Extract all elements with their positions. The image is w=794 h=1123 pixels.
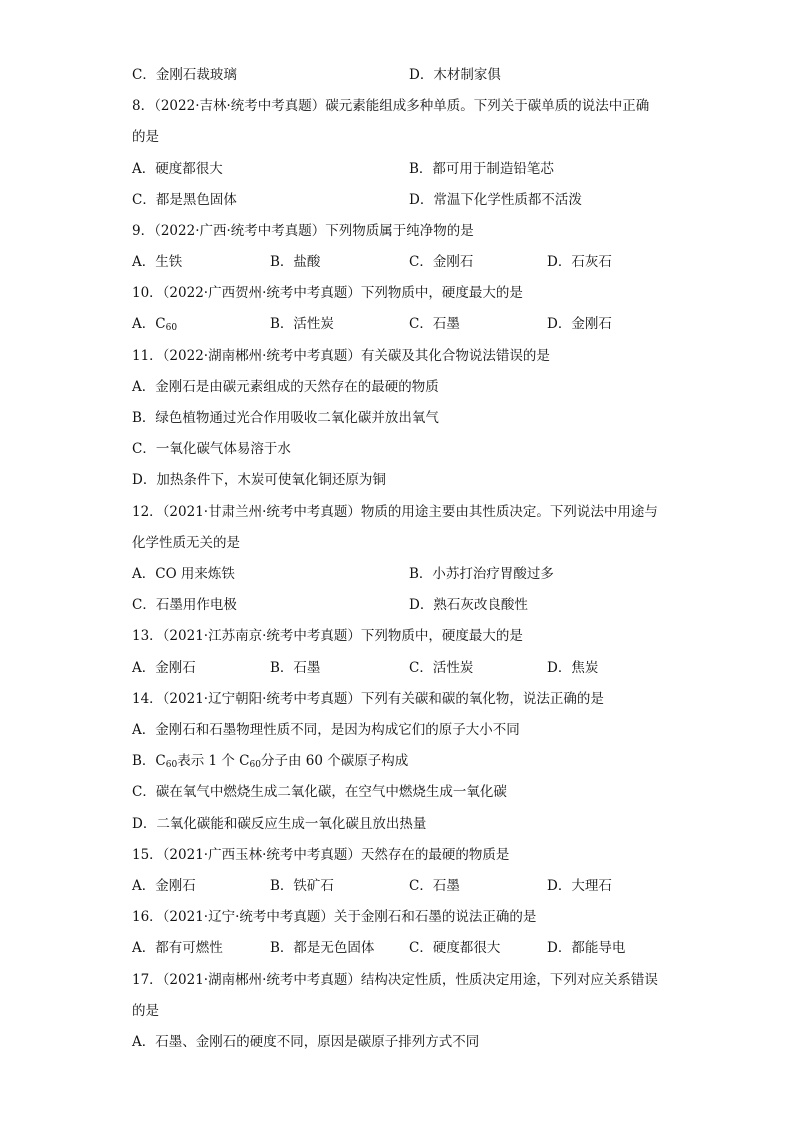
q8-option-c: C．都是黑色固体 xyxy=(132,192,237,208)
q10-option-a-text: A．C xyxy=(132,316,166,332)
q17-stem-line1: 17．（2021·湖南郴州·统考中考真题）结构决定性质，性质决定用途，下列对应关系错误 xyxy=(132,972,658,988)
q8-option-d: D．常温下化学性质都不活泼 xyxy=(409,192,582,208)
q16-stem: 16．（2021·辽宁·统考中考真题）关于金刚石和石墨的说法正确的是 xyxy=(132,909,537,925)
q11-option-a: A．金刚石是由碳元素组成的天然存在的最硬的物质 xyxy=(132,379,439,395)
q10-option-d: D．金刚石 xyxy=(547,316,612,332)
q16-option-b: B．都是无色固体 xyxy=(270,940,375,956)
q11-option-c: C．一氧化碳气体易溶于水 xyxy=(132,441,291,457)
q13-option-a: A．金刚石 xyxy=(132,660,196,676)
q12-option-b: B．小苏打治疗胃酸过多 xyxy=(409,566,554,582)
q15-stem: 15．（2021·广西玉林·统考中考真题）天然存在的最硬的物质是 xyxy=(132,847,510,863)
q11-option-b: B．绿色植物通过光合作用吸收二氧化碳并放出氧气 xyxy=(132,410,439,426)
q12-stem-line2: 化学性质无关的是 xyxy=(132,535,240,551)
q14-option-b-sub1: 60 xyxy=(165,760,178,770)
q16-option-c: C．硬度都很大 xyxy=(409,940,501,956)
q13-option-b: B．石墨 xyxy=(270,660,321,676)
q7-option-c: C．金刚石裁玻璃 xyxy=(132,67,237,83)
q15-options-row xyxy=(132,877,732,895)
q12-option-d: D．熟石灰改良酸性 xyxy=(409,597,528,613)
q17-stem-line2: 的是 xyxy=(132,1003,159,1019)
q8-options-row1 xyxy=(132,160,732,178)
q11-stem: 11．（2022·湖南郴州·统考中考真题）有关碳及其化合物说法错误的是 xyxy=(132,348,550,364)
q11-option-d: D．加热条件下，木炭可使氧化铜还原为铜 xyxy=(132,472,386,488)
q12-options-row1 xyxy=(132,565,732,583)
q9-option-c: C．金刚石 xyxy=(409,254,474,270)
q15-option-c: C．石墨 xyxy=(409,878,460,894)
q14-option-b xyxy=(132,752,408,770)
q9-option-a: A．生铁 xyxy=(132,254,183,270)
q14-option-a: A．金刚石和石墨物理性质不同，是因为构成它们的原子大小不同 xyxy=(132,722,520,738)
q9-options-row xyxy=(132,253,732,271)
q9-option-b: B．盐酸 xyxy=(270,254,321,270)
q15-option-a: A．金刚石 xyxy=(132,878,196,894)
q14-option-b-sub2: 60 xyxy=(249,760,261,770)
q14-option-c: C．碳在氧气中燃烧生成二氧化碳，在空气中燃烧生成一氧化碳 xyxy=(132,784,507,800)
q12-stem-line1: 12．（2021·甘肃兰州·统考中考真题）物质的用途主要由其性质决定。下列说法中用途与 xyxy=(132,504,658,520)
q12-option-a: A．CO 用来炼铁 xyxy=(132,566,235,582)
q15-option-b: B．铁矿石 xyxy=(270,878,334,894)
q13-option-d: D．焦炭 xyxy=(547,660,599,676)
q10-option-c: C．石墨 xyxy=(409,316,460,332)
q13-stem: 13．（2021·江苏南京·统考中考真题）下列物质中，硬度最大的是 xyxy=(132,628,523,644)
q10-option-b: B．活性炭 xyxy=(270,316,334,332)
q8-option-b: B．都可用于制造铅笔芯 xyxy=(409,161,554,177)
q7-options-row xyxy=(132,66,732,84)
q16-option-a: A．都有可燃性 xyxy=(132,940,223,956)
q17-option-a: A．石墨、金刚石的硬度不同，原因是碳原子排列方式不同 xyxy=(132,1034,480,1050)
q10-stem: 10．（2022·广西贺州·统考中考真题）下列物质中，硬度最大的是 xyxy=(132,285,523,301)
q9-stem: 9．（2022·广西·统考中考真题）下列物质属于纯净物的是 xyxy=(132,223,474,239)
q15-option-d: D．大理石 xyxy=(547,878,612,894)
q14-option-d: D．二氧化碳能和碳反应生成一氧化碳且放出热量 xyxy=(132,816,427,832)
q16-option-d: D．都能导电 xyxy=(547,940,626,956)
q12-option-c: C．石墨用作电极 xyxy=(132,597,237,613)
q14-option-b-part2: 表示 1 个 C xyxy=(177,753,250,769)
q10-option-a xyxy=(132,315,177,333)
q7-option-d: D．木材制家俱 xyxy=(409,67,501,83)
q12-options-row2 xyxy=(132,596,732,614)
q14-option-b-part3: 分子由 60 个碳原子构成 xyxy=(260,753,409,769)
q16-options-row xyxy=(132,939,732,957)
q13-options-row xyxy=(132,659,732,677)
q14-stem: 14．（2021·辽宁朝阳·统考中考真题）下列有关碳和碳的氧化物，说法正确的是 xyxy=(132,691,604,707)
q8-stem-line2: 的是 xyxy=(132,129,159,145)
q9-option-d: D．石灰石 xyxy=(547,254,612,270)
q10-options-row xyxy=(132,315,732,333)
q8-option-a: A．硬度都很大 xyxy=(132,161,223,177)
q8-stem-line1: 8．（2022·吉林·统考中考真题）碳元素能组成多种单质。下列关于碳单质的说法中正确 xyxy=(132,98,650,114)
q14-option-b-part1: B．C xyxy=(132,753,166,769)
q10-option-a-subscript: 60 xyxy=(165,323,178,333)
q8-options-row2 xyxy=(132,191,732,209)
q13-option-c: C．活性炭 xyxy=(409,660,474,676)
